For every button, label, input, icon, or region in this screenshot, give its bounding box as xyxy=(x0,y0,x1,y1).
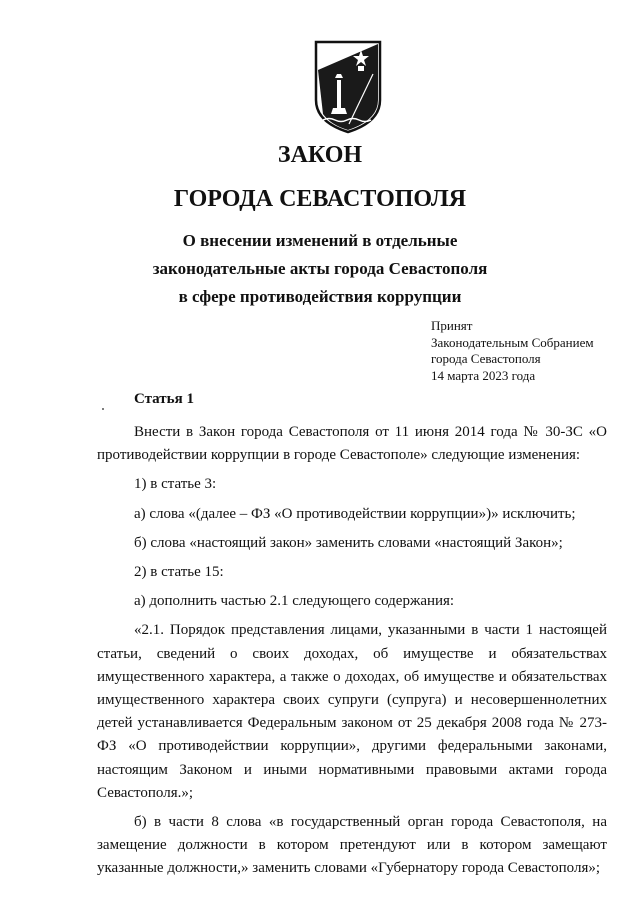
article-paragraph: а) слова «(далее – ФЗ «О противодействии коррупции»)» исключить; xyxy=(134,505,576,522)
sevastopol-coat-of-arms-icon xyxy=(313,40,383,134)
subtitle-line: законодательные акты города Севастополя xyxy=(152,259,488,278)
subtitle-line: О внесении изменений в отдельные xyxy=(182,231,458,250)
document-title: ЗАКОН xyxy=(277,142,363,168)
adoption-block xyxy=(431,318,594,384)
article-paragraph: б) слова «настоящий закон» заменить словами «настоящий Закон»; xyxy=(134,534,563,551)
adoption-line: Законодательным Собранием xyxy=(431,334,594,350)
document-title-city: ГОРОДА СЕВАСТОПОЛЯ xyxy=(173,186,467,212)
adoption-date: 14 марта 2023 года xyxy=(431,367,536,383)
scan-artifact-dot xyxy=(102,408,104,410)
document-subtitle xyxy=(0,227,640,311)
article-paragraph: 1) в статье 3: xyxy=(134,476,217,493)
subtitle-line: в сфере противодействия коррупции xyxy=(178,287,462,306)
article-paragraph: Внести в Закон города Севастополя от 11 июня 2014 года № 30-ЗС «О противодействии коррупции в городе Севастополе» следующие изменения: xyxy=(97,424,607,464)
article-paragraph: б) в части 8 слова «в государственный орган города Севастополя, на замещение должности в котором претендуют или в котором замещают указанные должности,» заменить словами «Губернатору города Севастополя»; xyxy=(97,814,607,877)
article-paragraph: а) дополнить частью 2.1 следующего содержания: xyxy=(134,593,455,610)
article-paragraph: 2) в статье 15: xyxy=(134,564,224,581)
article-heading: Статья 1 xyxy=(134,391,194,407)
adoption-line: города Севастополя xyxy=(431,351,541,366)
article-body xyxy=(97,421,607,881)
adoption-line: Принят xyxy=(431,318,473,333)
article-paragraph: «2.1. Порядок представления лицами, указанными в части 1 настоящей статьи, сведений о своих доходах, об имуществе и обязательствах имущественного характера, а также о доходах, об имуществе и обязательствах имущественного характера своих супруги (супруга) и несовершеннолетних детей устанавливается Федеральным законом от 25 декабря 2008 года № 273-ФЗ «О противодействии коррупции», другими федеральными законами, настоящим Законом и иными нормативными правовыми актами города Севастополя.»; xyxy=(97,622,607,801)
